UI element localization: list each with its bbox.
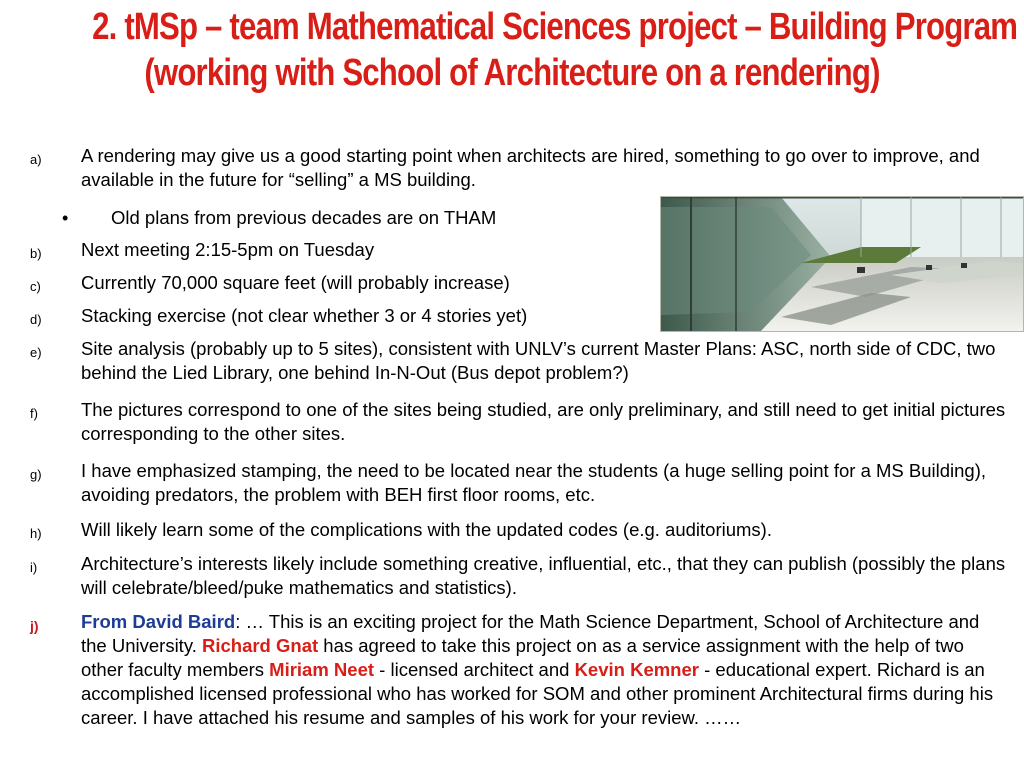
rendering-illustration <box>661 197 1023 331</box>
person-name: Miriam Neet <box>269 659 375 680</box>
title-line-1: 2. tMSp – team Mathematical Sciences project – Building Program <box>92 6 1018 48</box>
item-text: I have emphasized stamping, the need to be located near the students (a huge selling point for a MS Building), avoiding predators, the problem with BEH first floor rooms, etc. <box>81 460 987 505</box>
item-text: Architecture’s interests likely include something creative, influential, etc., that they can publish (possibly the plans will celebrate/bleed/puke mathematics and statistics). <box>81 553 1006 598</box>
item-text: The pictures correspond to one of the sites being studied, are only preliminary, and still need to get initial pictures corresponding to the other sites. <box>81 399 1006 444</box>
architectural-rendering-image <box>660 196 1024 332</box>
person-name: Kevin Kemner <box>574 659 699 680</box>
bullet-icon: • <box>62 208 69 228</box>
item-marker: c) <box>30 279 41 294</box>
slide-title <box>92 4 1018 96</box>
item-text <box>81 610 1010 730</box>
text-run: - licensed architect and <box>374 659 575 680</box>
item-marker: h) <box>30 526 42 541</box>
title-line-2: (working with School of Architecture on a rendering) <box>144 52 880 94</box>
item-marker: a) <box>30 152 42 167</box>
item-marker: g) <box>30 467 42 482</box>
item-text: Next meeting 2:15-5pm on Tuesday <box>81 239 375 260</box>
text-run: has agreed to take this project on as a service assignment with the help of two other faculty members <box>81 635 964 680</box>
item-text: Site analysis (probably up to 5 sites), consistent with UNLV’s current Master Plans: ASC, north side of CDC, two behind the Lied Library, one behind In-N-Out (Bus depot problem?) <box>81 338 996 383</box>
item-marker: j) <box>30 618 39 634</box>
sender-name: From David Baird <box>81 611 236 632</box>
text-run: - educational expert. Richard is an accomplished licensed professional who has worked for SOM and other prominent Architectural firms during his career. I have attached his resume and samples of his work for your review. …… <box>81 659 994 728</box>
item-marker: e) <box>30 345 42 360</box>
item-marker: i) <box>30 560 38 575</box>
item-marker: b) <box>30 246 42 261</box>
person-name: Richard Gnat <box>201 635 319 656</box>
item-text: A rendering may give us a good starting point when architects are hired, something to go over to improve, and available in the future for “selling” a MS building. <box>81 145 980 190</box>
item-text: Stacking exercise (not clear whether 3 or 4 stories yet) <box>81 305 528 326</box>
item-marker: d) <box>30 312 42 327</box>
text-run: : … This is an exciting project for the Math Science Department, School of Architecture and the University. <box>81 611 980 656</box>
item-text: Currently 70,000 square feet (will probably increase) <box>81 272 510 293</box>
item-text: Old plans from previous decades are on THAM <box>111 207 497 228</box>
item-marker: f) <box>30 406 38 421</box>
item-text: Will likely learn some of the complications with the updated codes (e.g. auditoriums). <box>81 519 772 540</box>
